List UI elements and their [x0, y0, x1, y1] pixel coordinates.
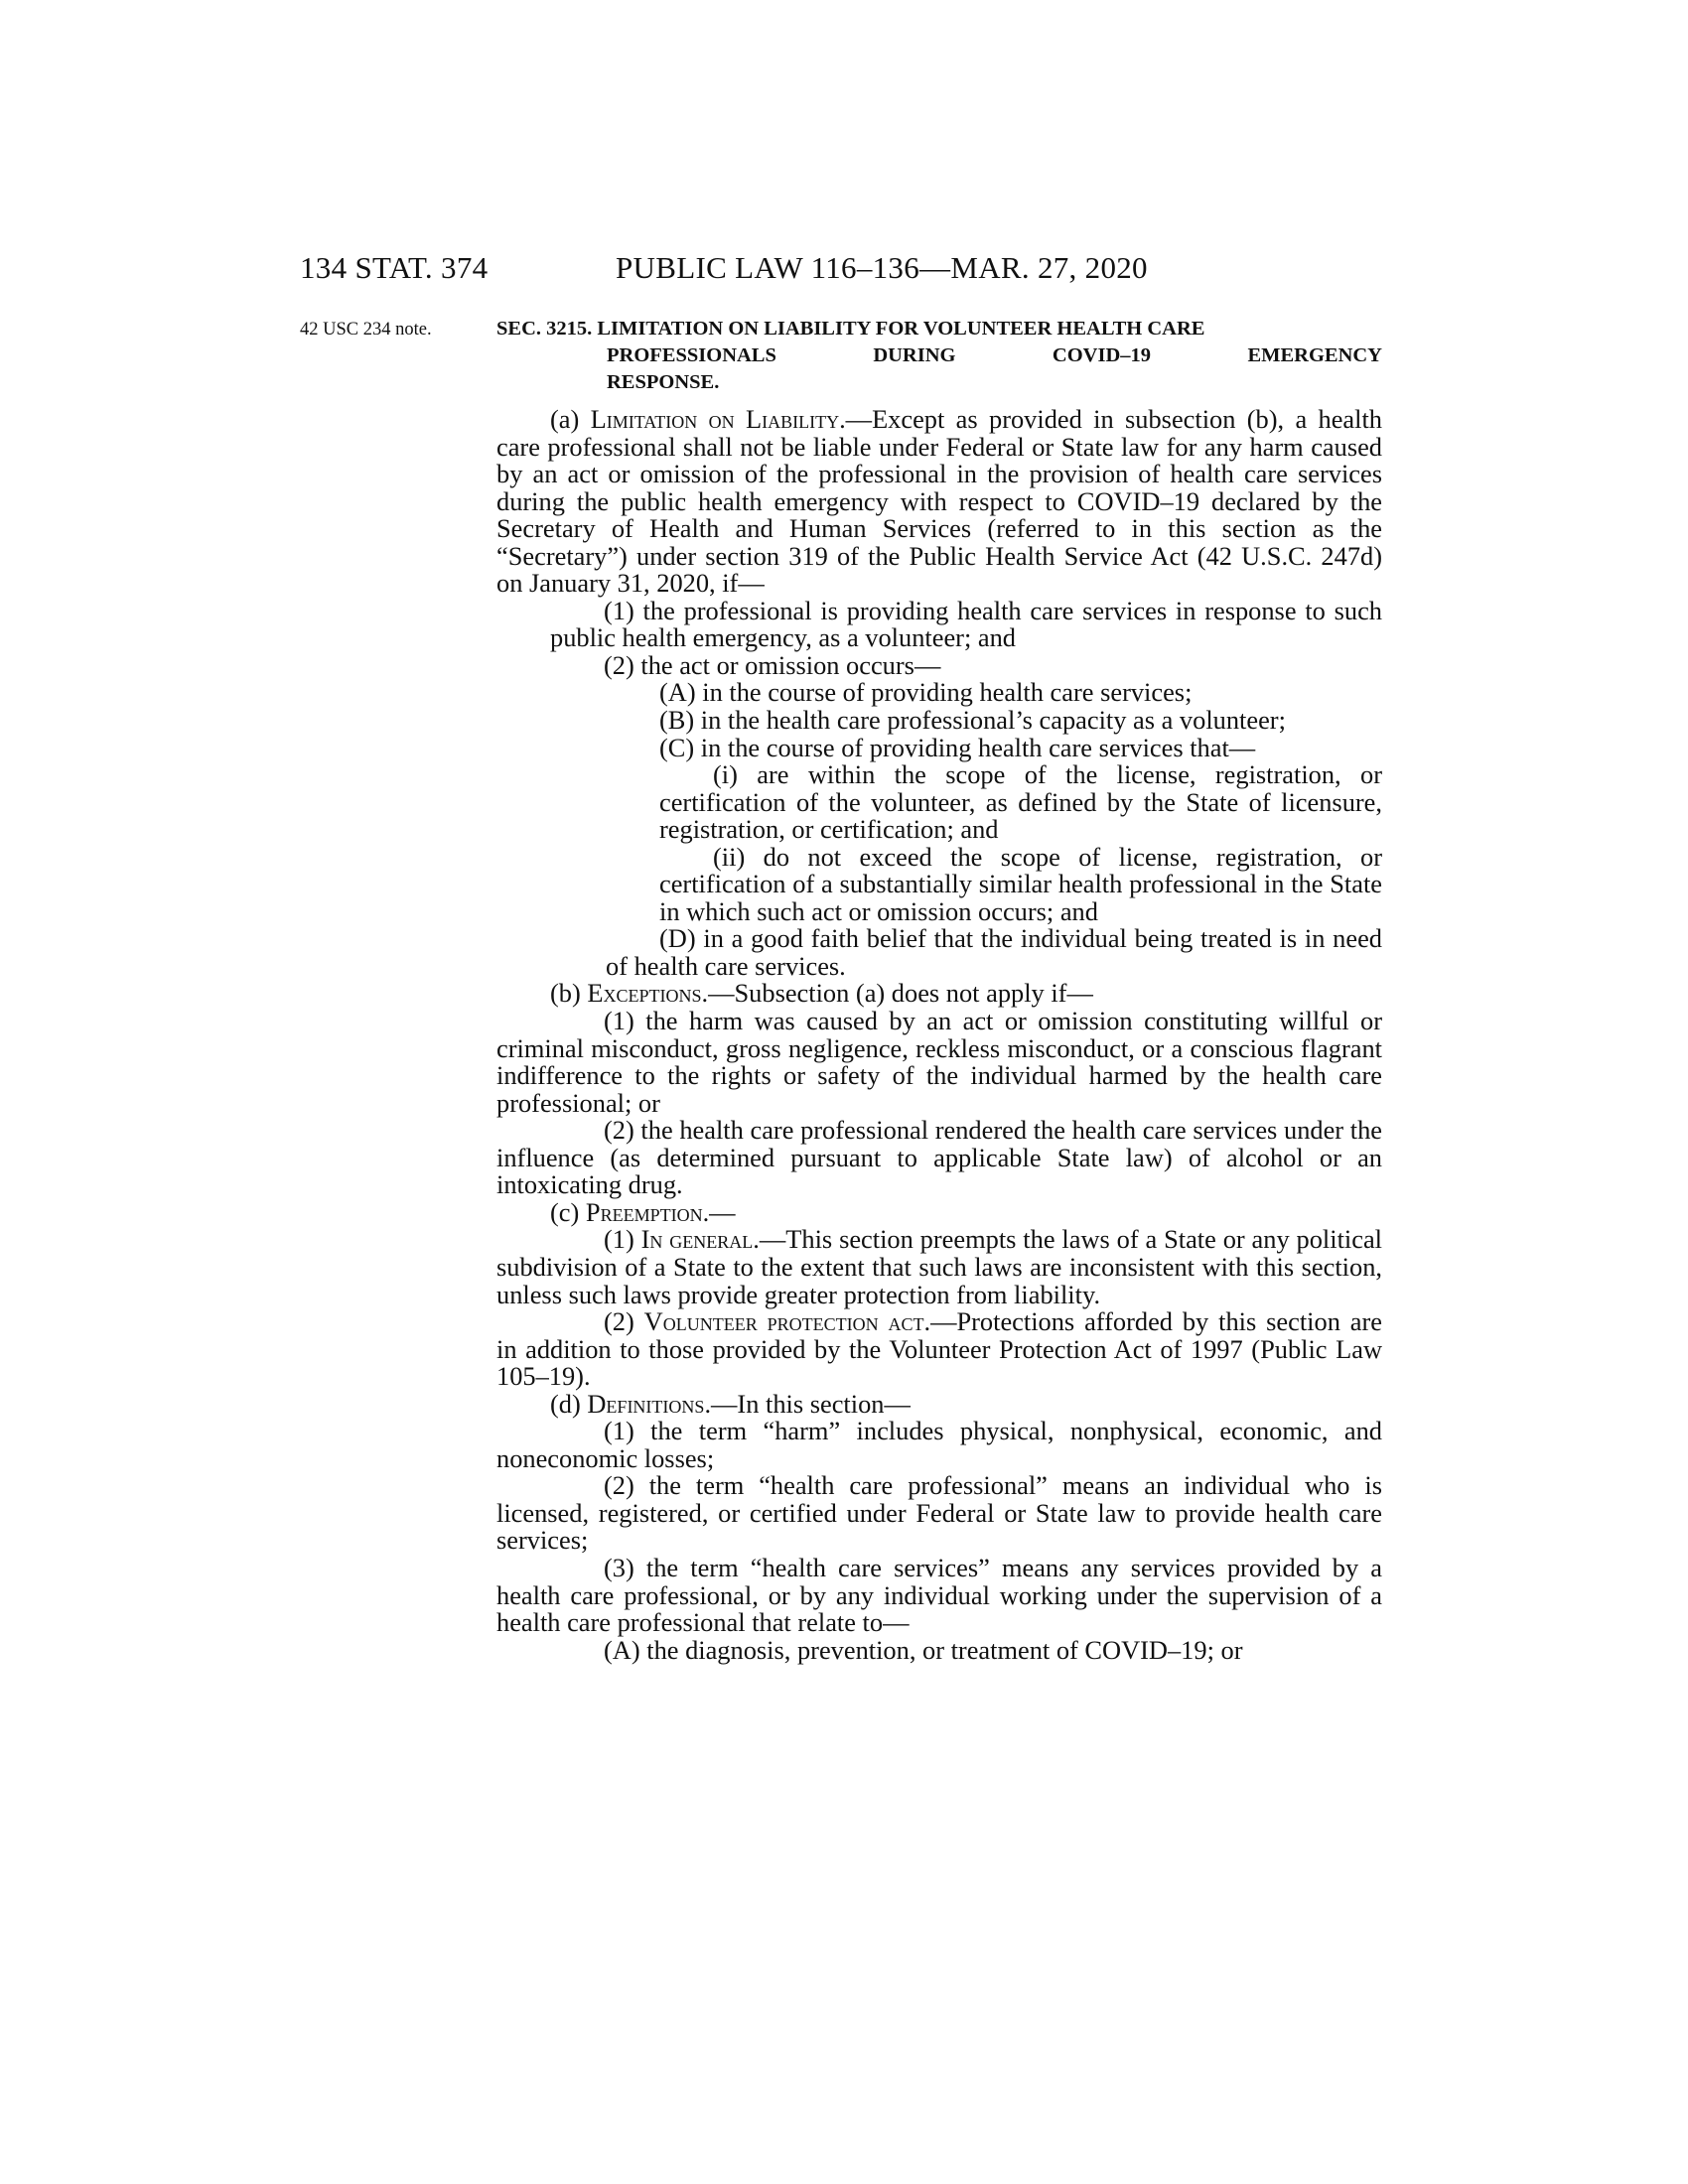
heading-word: COVID–19 — [1052, 344, 1152, 366]
section-heading-line-2 — [496, 342, 1382, 369]
section-heading — [496, 316, 1382, 396]
paragraph-c1: (1) In general.—This section preempts the laws of a State or any political subdivision of a State to the extent that such laws are inconsistent with this section, unless such laws provide greater protection from liability. — [496, 1224, 1382, 1309]
subsection-a: (a) Limitation on Liability.—Except as provided in subsection (b), a health care professional shall not be liable under Federal or State law for any harm caused by an act or omission of the professional in the provision of health care services during the public health emergency with respect to COVID–19 declared by the Secretary of Health and Human Services (referred to in this section as the “Secretary”) under section 319 of the Public Health Service Act (42 U.S.C. 247d) on January 31, 2020, if— — [496, 404, 1383, 599]
paragraph-c2: (2) Volunteer protection act.—Protections afforded by this section are in addition to those provided by the Volunteer Protection Act of 1997 (Public Law 105–19). — [496, 1306, 1382, 1392]
subparagraph-a2A: (A) in the course of providing health care services; — [659, 677, 1193, 708]
heading-word: EMERGENCY — [1247, 344, 1382, 366]
section-heading-line-3: RESPONSE. — [607, 371, 720, 393]
subparagraph-a2D: (D) in a good faith belief that the individual being treated is in need of health care services. — [606, 923, 1382, 981]
paragraph-d2: (2) the term “health care professional” means an individual who is licensed, registered, or certified under Federal or State law to provide health care services; — [496, 1470, 1382, 1556]
paragraph-d3: (3) the term “health care services” means any services provided by a health care professional, or by any individual working under the supervision of a health care professional that relate to— — [496, 1552, 1382, 1638]
subsection-caption: Definitions — [587, 1388, 705, 1419]
subsection-caption: Exceptions — [587, 978, 702, 1009]
subsection-d: (d) Definitions.—In this section— — [550, 1388, 911, 1419]
paragraph-a1: (1) the professional is providing health care services in response to such public health emergency, as a volunteer; and — [550, 595, 1382, 653]
paragraph-d1: (1) the term “harm” includes physical, nonphysical, economic, and noneconomic losses; — [496, 1416, 1382, 1473]
heading-word: DURING — [873, 344, 956, 366]
section-body — [496, 406, 1382, 1664]
paragraph-a2: (2) the act or omission occurs— — [604, 649, 941, 680]
margin-citation-note: 42 USC 234 note. — [300, 320, 432, 340]
paragraph-caption: Volunteer protection act — [643, 1306, 924, 1337]
subparagraph-a2C: (C) in the course of providing health care services that— — [659, 732, 1256, 762]
running-header-title: PUBLIC LAW 116–136—MAR. 27, 2020 — [616, 250, 1148, 285]
subsection-b: (b) Exceptions.—Subsection (a) does not apply if— — [550, 978, 1093, 1009]
paragraph-b2: (2) the health care professional rendered the health care services under the influence (as determined pursuant to applicable State law) of alcohol or an intoxicating drug. — [496, 1115, 1382, 1200]
heading-word: PROFESSIONALS — [607, 344, 776, 366]
paragraph-b1: (1) the harm was caused by an act or omission constituting willful or criminal misconduct, gross negligence, reckless misconduct, or a conscious flagrant indifference to the rights or safety of the individual harmed by the health care professional; or — [496, 1006, 1382, 1118]
subsection-caption: Limitation on Liability — [590, 404, 840, 434]
subparagraph-a2B: (B) in the health care professional’s capacity as a volunteer; — [659, 705, 1286, 736]
paragraph-caption: In general — [640, 1224, 754, 1255]
subsection-c: (c) Preemption.— — [550, 1196, 736, 1227]
clause-a2Ci: (i) are within the scope of the license, registration, or certification of the volunteer, as defined by the State of licensure, registration, or certification; and — [659, 759, 1382, 845]
subparagraph-d3A: (A) the diagnosis, prevention, or treatment of COVID–19; or — [604, 1634, 1243, 1665]
clause-a2Cii: (ii) do not exceed the scope of license, registration, or certification of a substantially similar health professional in the State in which such act or omission occurs; and — [659, 841, 1382, 926]
section-heading-line-1: SEC. 3215. LIMITATION ON LIABILITY FOR VOLUNTEER HEALTH CARE — [496, 318, 1205, 340]
stat-reference: 134 STAT. 374 — [300, 250, 489, 285]
subsection-caption: Preemption — [585, 1196, 703, 1227]
